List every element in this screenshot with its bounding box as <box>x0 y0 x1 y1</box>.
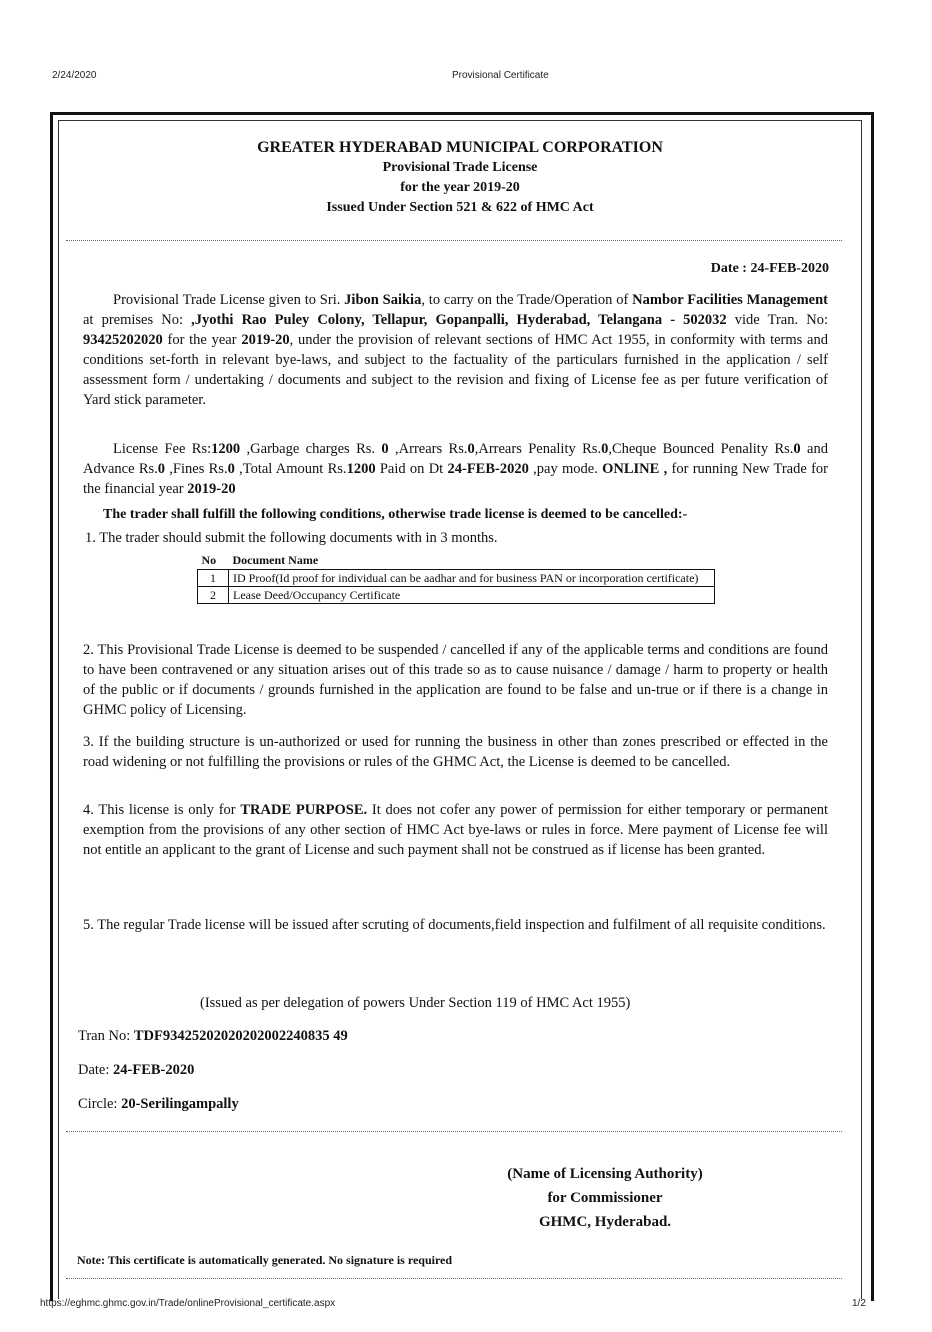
para-text: for the year <box>162 332 242 348</box>
date-value: 24-FEB-2020 <box>113 1062 195 1078</box>
circle-label: Circle: <box>78 1096 118 1112</box>
fines: 0 <box>227 461 235 477</box>
condition-1: 1. The trader should submit the following documents with in 3 months. <box>85 530 498 546</box>
act-reference: Issued Under Section 521 & 622 of HMC Act <box>326 200 594 215</box>
tran-no-value: TDF93425202020202002240835 49 <box>133 1028 348 1044</box>
table-header-row <box>198 552 715 570</box>
date-label: Date: <box>78 1062 110 1078</box>
circle-row <box>78 1096 239 1113</box>
auto-generated-note: Note: This certificate is automatically generated. No signature is required <box>77 1253 453 1267</box>
para-text: and Advance Rs. <box>83 441 828 477</box>
para-text: ,Arrears Rs. <box>388 441 468 457</box>
para-text: ,Total Amount Rs. <box>234 461 347 477</box>
license-year-inline: 2019-20 <box>241 332 290 348</box>
col-no-header: No <box>198 552 229 570</box>
table-row <box>198 570 715 587</box>
certificate-title-block <box>60 138 860 218</box>
issue-date: Date : 24-FEB-2020 <box>710 261 829 276</box>
license-paragraph <box>83 290 828 410</box>
print-page-title: Provisional Certificate <box>452 70 549 81</box>
para-text: 4. This license is only for <box>83 802 241 818</box>
para-text: It does not cofer any power of permission for either temporary or permanent exemption from the provisions of any other section of HMC Act bye-laws or rules in force. Mere payment of License fee will not entitle an applicant to the grant of License and such payment shall not be construed as if license has been granted. <box>83 802 828 858</box>
license-year: for the year 2019-20 <box>400 180 520 195</box>
doc-name: Lease Deed/Occupancy Certificate <box>229 587 715 604</box>
date-row <box>78 1062 194 1079</box>
tran-no-label: Tran No: <box>78 1028 131 1044</box>
para-text: ,Fines Rs. <box>165 461 228 477</box>
licensee-name: Jibon Saikia <box>344 292 422 308</box>
doc-name: ID Proof(Id proof for individual can be aadhar and for business PAN or incorporation certificate) <box>229 570 715 587</box>
section-divider <box>66 240 842 241</box>
trade-name: Nambor Facilities Management <box>632 292 828 308</box>
condition-4 <box>83 800 828 860</box>
doc-number: 2 <box>198 587 229 604</box>
conditions-heading: The trader shall fulfill the following conditions, otherwise trade license is deemed to be cancelled:- <box>103 507 688 522</box>
doc-number: 1 <box>198 570 229 587</box>
license-fee: 1200 <box>211 441 241 457</box>
condition-5: 5. The regular Trade license will be issued after scruting of documents,field inspection and fulfilment of all requisite conditions. <box>83 917 826 933</box>
org-name: GREATER HYDERABAD MUNICIPAL CORPORATION <box>257 139 663 156</box>
para-text: ,Arrears Penality Rs. <box>474 441 602 457</box>
section-divider <box>66 1278 842 1279</box>
para-text: Provisional Trade License given to Sri. <box>113 292 345 308</box>
print-date: 2/24/2020 <box>52 70 97 81</box>
tran-no-row <box>78 1028 348 1045</box>
doc-title: Provisional Trade License <box>382 160 538 175</box>
para-text: , to carry on the Trade/Operation of <box>421 292 633 308</box>
delegation-statement: (Issued as per delegation of powers Under Section 119 of HMC Act 1955) <box>200 995 631 1011</box>
para-text: at premises No: <box>83 312 192 328</box>
garbage-charges: 0 <box>381 441 389 457</box>
advance: 0 <box>157 461 166 477</box>
total-amount: 1200 <box>346 461 376 477</box>
signature-block <box>480 1162 730 1234</box>
ghmc-hyderabad: GHMC, Hyderabad. <box>538 1214 672 1230</box>
pay-mode: ONLINE , <box>602 461 668 477</box>
para-text: vide Tran. No: <box>726 312 828 328</box>
licensing-authority: (Name of Licensing Authority) <box>507 1166 703 1182</box>
para-text: for running New Trade for the financial year <box>83 461 828 497</box>
section-divider <box>66 1131 842 1132</box>
para-text: ,Garbage charges Rs. <box>240 441 382 457</box>
financial-year: 2019-20 <box>187 481 236 497</box>
for-commissioner: for Commissioner <box>547 1190 663 1206</box>
trade-purpose-emphasis: TRADE PURPOSE. <box>240 802 368 818</box>
print-url: https://eghmc.ghmc.gov.in/Trade/onlineProvisional_certificate.aspx <box>40 1298 336 1309</box>
documents-table <box>197 552 715 604</box>
condition-3: 3. If the building structure is un-authorized or used for running the business in other than zones prescribed or effected in the road widening or not fulfilling the provisions or rules of the GHMC Act, the License is deemed to be cancelled. <box>83 734 828 770</box>
paid-date: 24-FEB-2020 <box>447 461 529 477</box>
condition-2: 2. This Provisional Trade License is deemed to be suspended / cancelled if any of the applicable terms and conditions are found to have been contravened or any situation arises out of this trade so as to cause nuisance / damage / harm to property or health of the public or if documents / grounds furnished in the application are found to be false and un-true or if there is a change in GHMC policy of Licensing. <box>83 642 828 718</box>
para-text: ,pay mode. <box>528 461 603 477</box>
table-row <box>198 587 715 604</box>
col-document-header: Document Name <box>229 552 715 570</box>
arrears: 0 <box>467 441 475 457</box>
fee-paragraph <box>83 439 828 499</box>
para-text: Paid on Dt <box>375 461 448 477</box>
arrears-penality: 0 <box>601 441 609 457</box>
para-text: , under the provision of relevant sections of HMC Act 1955, in conformity with terms and conditions set-forth in relevant bye-laws, and subject to the factuality of the particulars furnished in the application / self assessment form / undertaking / documents and subject to the revision and fixing of License fee as per future verification of Yard stick parameter. <box>83 332 828 408</box>
premises-address: ,Jyothi Rao Puley Colony, Tellapur, Gopanpalli, Hyderabad, Telangana - 502032 <box>191 312 727 328</box>
print-page-number: 1/2 <box>852 1298 866 1309</box>
para-text: ,Cheque Bounced Penality Rs. <box>608 441 794 457</box>
cheque-penality: 0 <box>793 441 801 457</box>
circle-value: 20-Serilingampally <box>121 1096 239 1112</box>
tran-number: 93425202020 <box>83 332 163 348</box>
para-text: License Fee Rs: <box>113 441 212 457</box>
